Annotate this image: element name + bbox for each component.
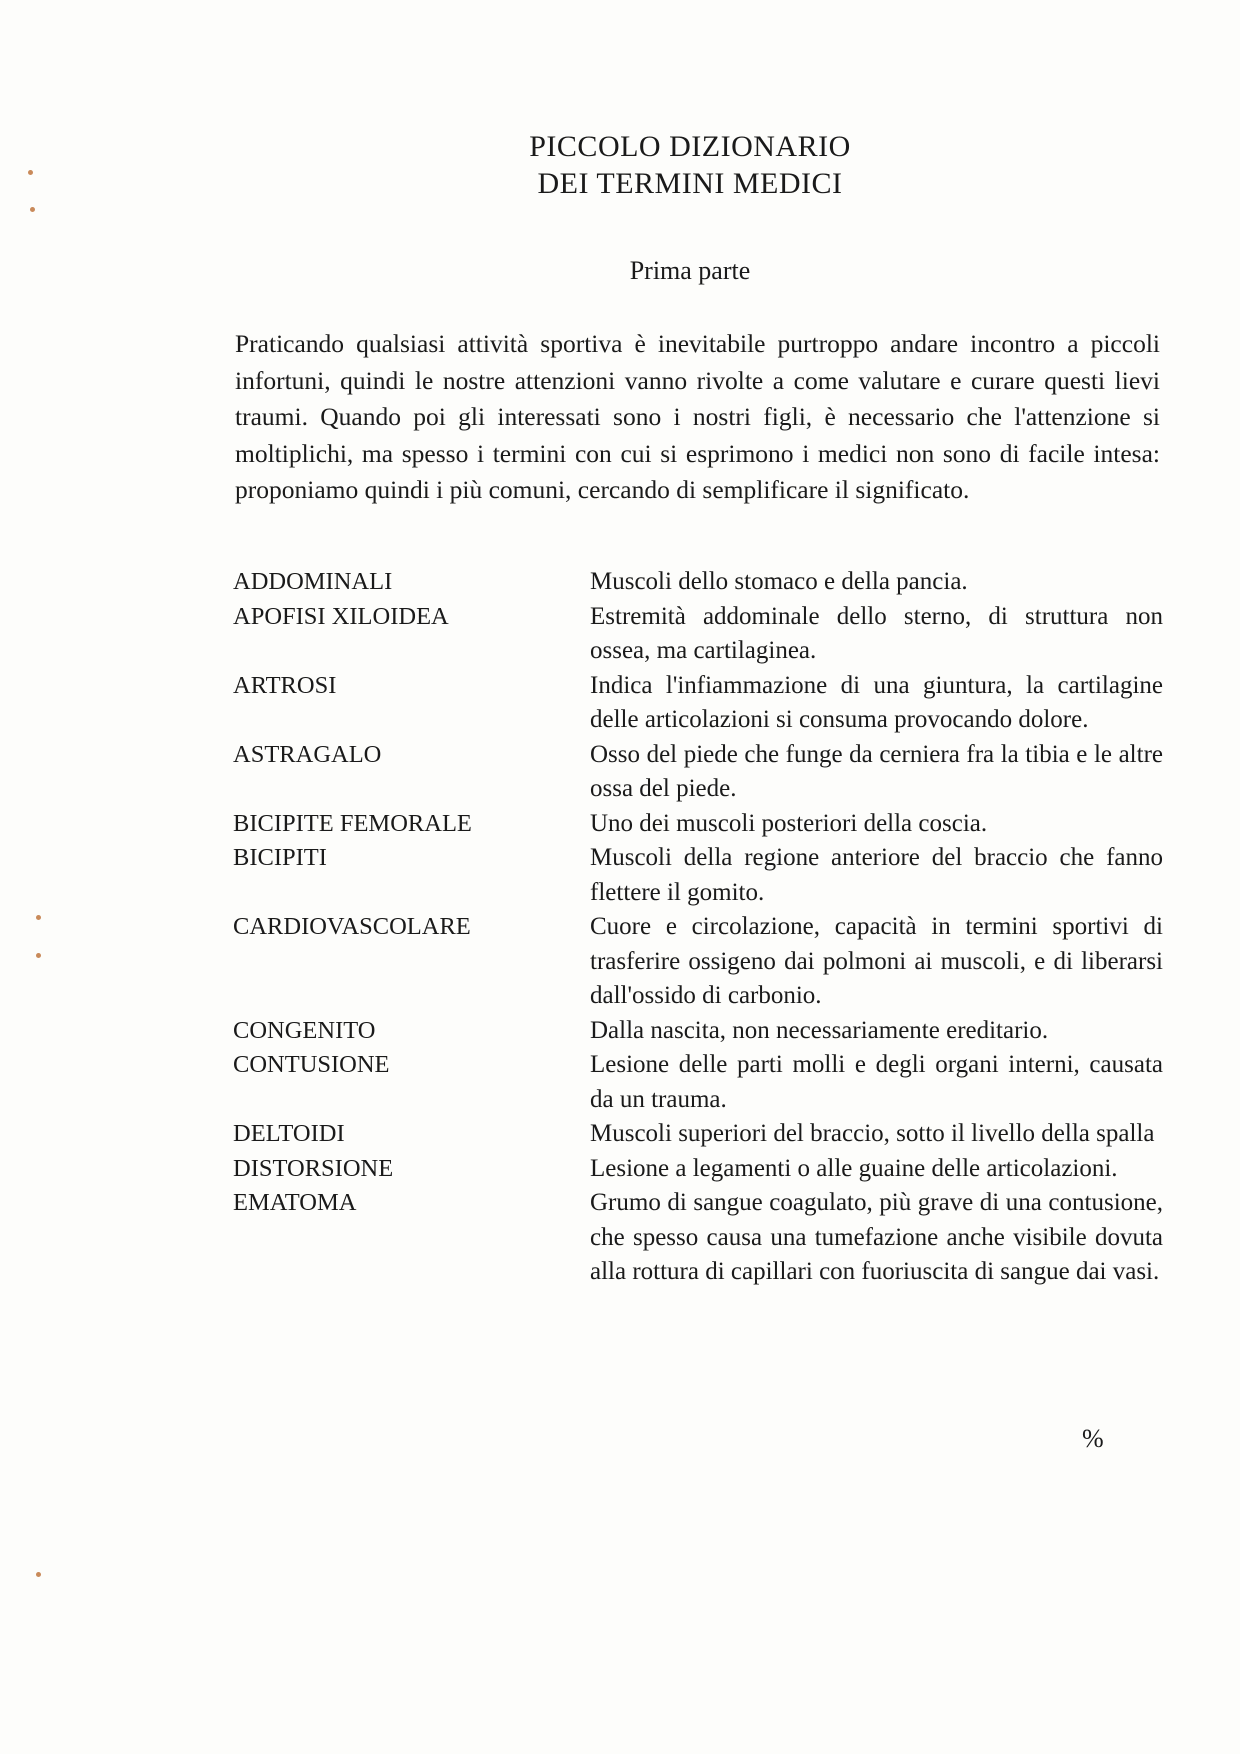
glossary-definition: Lesione a legamenti o alle guaine delle articolazioni. — [590, 1154, 1118, 1182]
glossary-definition: Muscoli superiori del braccio, sotto il livello della spalla — [590, 1120, 1155, 1147]
glossary-entry — [233, 669, 1163, 738]
glossary-definition: Lesione delle parti molli e degli organi interni, causata da un trauma. — [590, 1051, 1163, 1113]
glossary-entry — [233, 738, 1163, 807]
glossary-entry — [233, 600, 1163, 669]
glossary-definition: Muscoli della regione anteriore del braccio che fanno flettere il gomito. — [590, 844, 1163, 906]
glossary-definition: Osso del piede che funge da cerniera fra la tibia e le altre ossa del piede. — [590, 740, 1163, 802]
scan-speck — [30, 207, 35, 212]
glossary-definition: Grumo di sangue coagulato, più grave di una contusione, che spesso causa una tumefazione anche visibile dovuta alla rottura di capillari con fuoriuscita di sangue dai vasi. — [590, 1189, 1163, 1285]
glossary-entry — [233, 841, 1163, 910]
glossary-term: DISTORSIONE — [233, 1154, 394, 1182]
glossary-term: CONGENITO — [233, 1016, 376, 1044]
glossary-entry — [233, 807, 1163, 842]
glossary-entry — [233, 910, 1163, 1014]
intro-paragraph: Praticando qualsiasi attività sportiva è inevitabile purtroppo andare incontro a piccoli infortuni, quindi le nostre attenzioni vanno rivolte a come valutare e curare questi lievi traumi. Quando poi gli interessati sono i nostri figli, è necessario che l'attenzione si moltiplichi, ma spesso i termini con cui si esprimono i medici non sono di facile intesa: proponiamo quindi i più comuni, cercando di semplificare il significato. — [235, 329, 1160, 504]
document-title-line2: DEI TERMINI MEDICI — [537, 167, 843, 200]
glossary-term: DELTOIDI — [233, 1120, 345, 1147]
glossary-entry — [233, 1014, 1163, 1049]
glossary-definition: Dalla nascita, non necessariamente ereditario. — [590, 1016, 1049, 1044]
scan-speck — [36, 915, 41, 920]
glossary-term: CARDIOVASCOLARE — [233, 913, 471, 940]
glossary-list — [233, 565, 1163, 1290]
glossary-definition: Cuore e circolazione, capacità in termini sportivi di trasferire ossigeno dai polmoni ai muscoli, e di liberarsi dall'ossido di carbonio. — [590, 913, 1163, 1009]
glossary-term: ARTROSI — [233, 671, 337, 699]
glossary-entry — [233, 1117, 1163, 1152]
document-subtitle: Prima parte — [629, 256, 751, 285]
glossary-definition: Muscoli dello stomaco e della pancia. — [590, 568, 968, 595]
glossary-term: CONTUSIONE — [233, 1051, 390, 1078]
glossary-term: ADDOMINALI — [233, 568, 393, 595]
scan-speck — [36, 953, 41, 958]
glossary-entry — [233, 1048, 1163, 1117]
document-title-line1: PICCOLO DIZIONARIO — [529, 130, 851, 163]
glossary-entry — [233, 565, 1163, 600]
scan-speck — [36, 1572, 41, 1577]
glossary-term: ASTRAGALO — [233, 740, 382, 768]
end-mark: % — [1082, 1424, 1104, 1453]
glossary-definition: Estremità addominale dello sterno, di struttura non ossea, ma cartilaginea. — [590, 602, 1163, 664]
glossary-term: BICIPITI — [233, 844, 327, 871]
glossary-entry — [233, 1186, 1163, 1290]
glossary-term: EMATOMA — [233, 1189, 357, 1216]
glossary-definition: Indica l'infiammazione di una giuntura, la cartilagine delle articolazioni si consuma provocando dolore. — [590, 671, 1163, 733]
glossary-entry — [233, 1152, 1163, 1187]
glossary-term: BICIPITE FEMORALE — [233, 809, 472, 837]
glossary-term: APOFISI XILOIDEA — [233, 602, 449, 630]
glossary-definition: Uno dei muscoli posteriori della coscia. — [590, 809, 988, 837]
